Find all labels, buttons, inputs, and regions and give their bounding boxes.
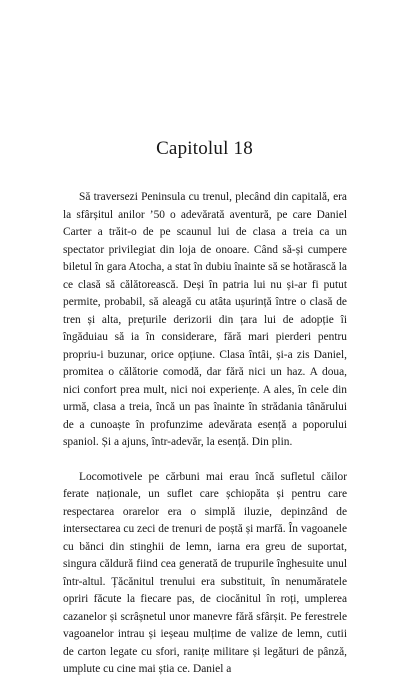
chapter-body bbox=[63, 189, 347, 679]
paragraph-1: Să traversezi Peninsula cu trenul, plecând din capitală, era la sfârșitul anilor ’50 o adevărată aventură, pe care Daniel Carter a trăit-o de pe scaunul lui de clasa a treia ca un spectator privilegiat din loja de onoare. Când să-și cumpere biletul în gara Atocha, a stat în dubiu înainte să se hotărască la ce clasă să călătorească. Deși în patria lui nu și-ar fi putut permite, probabil, să aleagă cu atâta ușurință între o clasă de tren și alta, prețurile derizorii din țara lui de adopție îi îngăduiau să ia în considerare, fără mari pierderi pentru propriu-i buzunar, orice opțiune. Clasa întâi, și-a zis Daniel, promitea o călătorie comodă, dar fără nici un haz. A doua, nici confort prea mult, nici noi experiențe. A ales, în cele din urmă, clasa a treia, încă un pas înainte în strădania tânărului de a cunoaște în profunzime adevărata esență a poporului spaniol. Și a ajuns, într-adevăr, la esență. Din plin. bbox=[63, 191, 347, 448]
paragraph-2: Locomotivele pe cărbuni mai erau încă sufletul căilor ferate naționale, un suflet care șchiopăta și pentru care respectarea orarelor era o simplă iluzie, depinzând de intersectarea cu zeci de trenuri de poștă și marfă. În vagoanele cu bănci din stinghii de lemn, iarna era greu de suportat, singura căldură fiind cea generată de trupurile înghesuite unul într-altul. Țăcănitul trenului era substituit, în nenumăratele opriri făcute la fiecare pas, de ciocănitul în roți, umplerea cazanelor și scrâșnetul unor manevre fără sfârșit. Pe ferestrele vagoanelor intrau și ieșeau mulțime de valize de lemn, cutii de carton legate cu sfori, ranițe militare și legături de pânză, umplute cu cine mai știa ce. Daniel a bbox=[63, 470, 347, 675]
chapter-title: Capitolul 18 bbox=[156, 138, 253, 159]
